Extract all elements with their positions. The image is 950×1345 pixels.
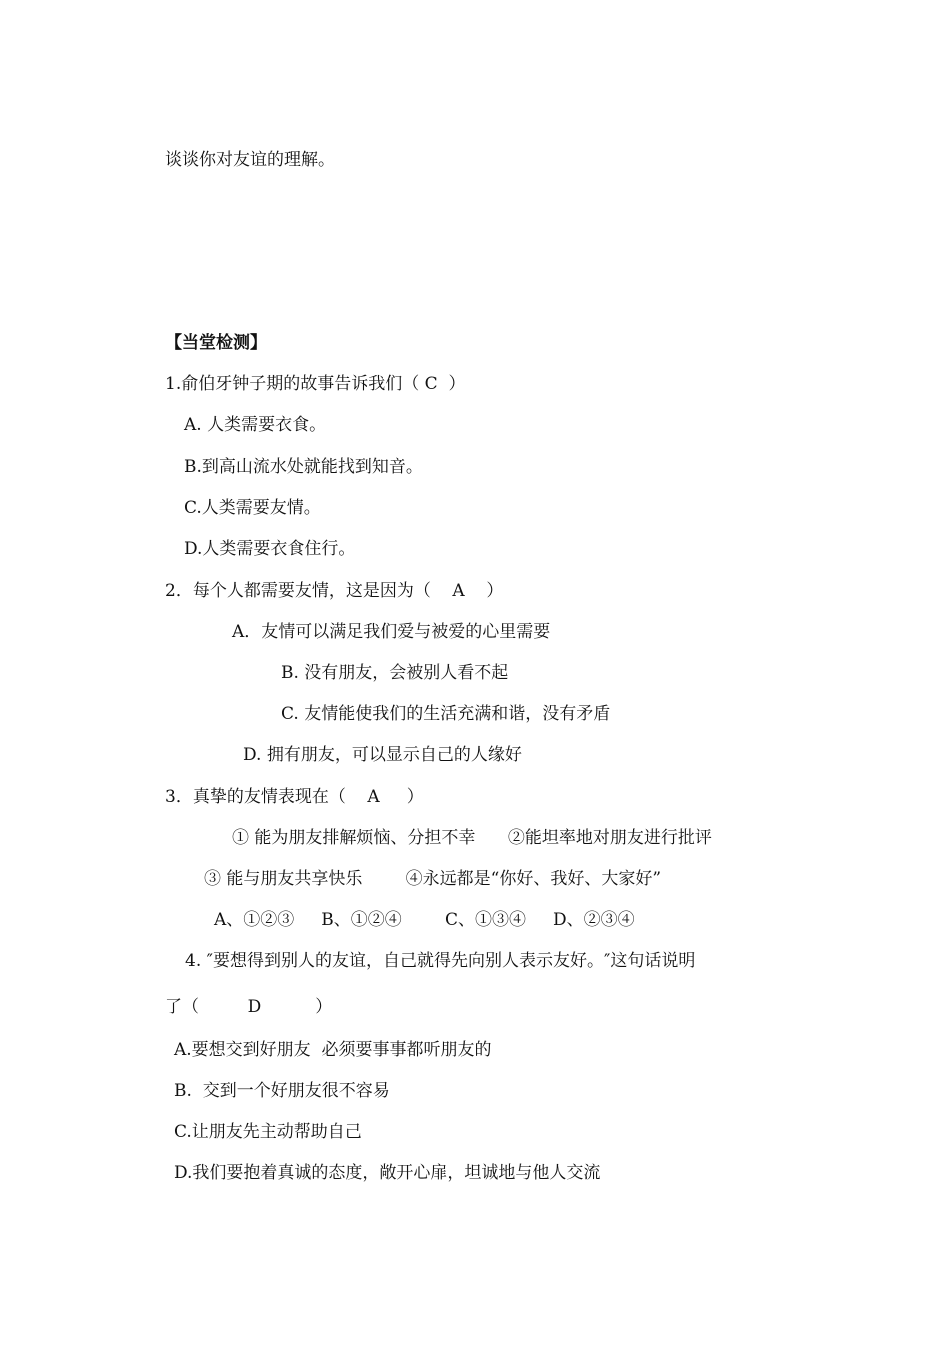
question-1-option-c: C.人类需要友情。 xyxy=(184,498,321,518)
question-2-stem: 2．每个人都需要友情，这是因为（ A ） xyxy=(165,581,504,601)
question-4-option-a: A.要想交到好朋友 必须要事事都听朋友的 xyxy=(174,1040,492,1060)
question-3-statements-1: ① 能为朋友排解烦恼、分担不幸 ②能坦率地对朋友进行批评 xyxy=(232,828,712,848)
question-1-option-b: B.到高山流水处就能找到知音。 xyxy=(184,457,423,477)
discussion-prompt: 谈谈你对友谊的理解。 xyxy=(165,150,335,170)
question-4-option-d: D.我们要抱着真诚的态度，敞开心扉，坦诚地与他人交流 xyxy=(174,1163,601,1183)
question-1-stem: 1.俞伯牙钟子期的故事告诉我们（ C ） xyxy=(165,374,466,394)
question-4-option-c: C.让朋友先主动帮助自己 xyxy=(174,1122,362,1142)
question-1-option-a: A. 人类需要衣食。 xyxy=(184,415,327,435)
question-2-option-a: A．友情可以满足我们爱与被爱的心里需要 xyxy=(232,622,551,642)
question-3-stem: 3．真挚的友情表现在（ A ） xyxy=(165,787,424,807)
question-2-option-b: B. 没有朋友，会被别人看不起 xyxy=(281,663,509,683)
question-4-stem: 4. ″要想得到别人的友谊，自己就得先向别人表示友好。″这句话说明 xyxy=(185,951,696,971)
question-3-choices: A、①②③ B、①②④ C、①③④ D、②③④ xyxy=(214,910,635,930)
question-3-statements-2: ③ 能与朋友共享快乐 ④永远都是“你好、我好、大家好” xyxy=(204,869,662,889)
question-2-option-c: C. 友情能使我们的生活充满和谐，没有矛盾 xyxy=(281,704,611,724)
question-2-option-d: D. 拥有朋友，可以显示自己的人缘好 xyxy=(243,745,522,765)
section-title: 【当堂检测】 xyxy=(165,333,267,353)
question-4-option-b: B. 交到一个好朋友很不容易 xyxy=(174,1081,390,1101)
question-4-stem-cont: 了（ D ） xyxy=(165,997,333,1017)
question-1-option-d: D.人类需要衣食住行。 xyxy=(184,539,356,559)
